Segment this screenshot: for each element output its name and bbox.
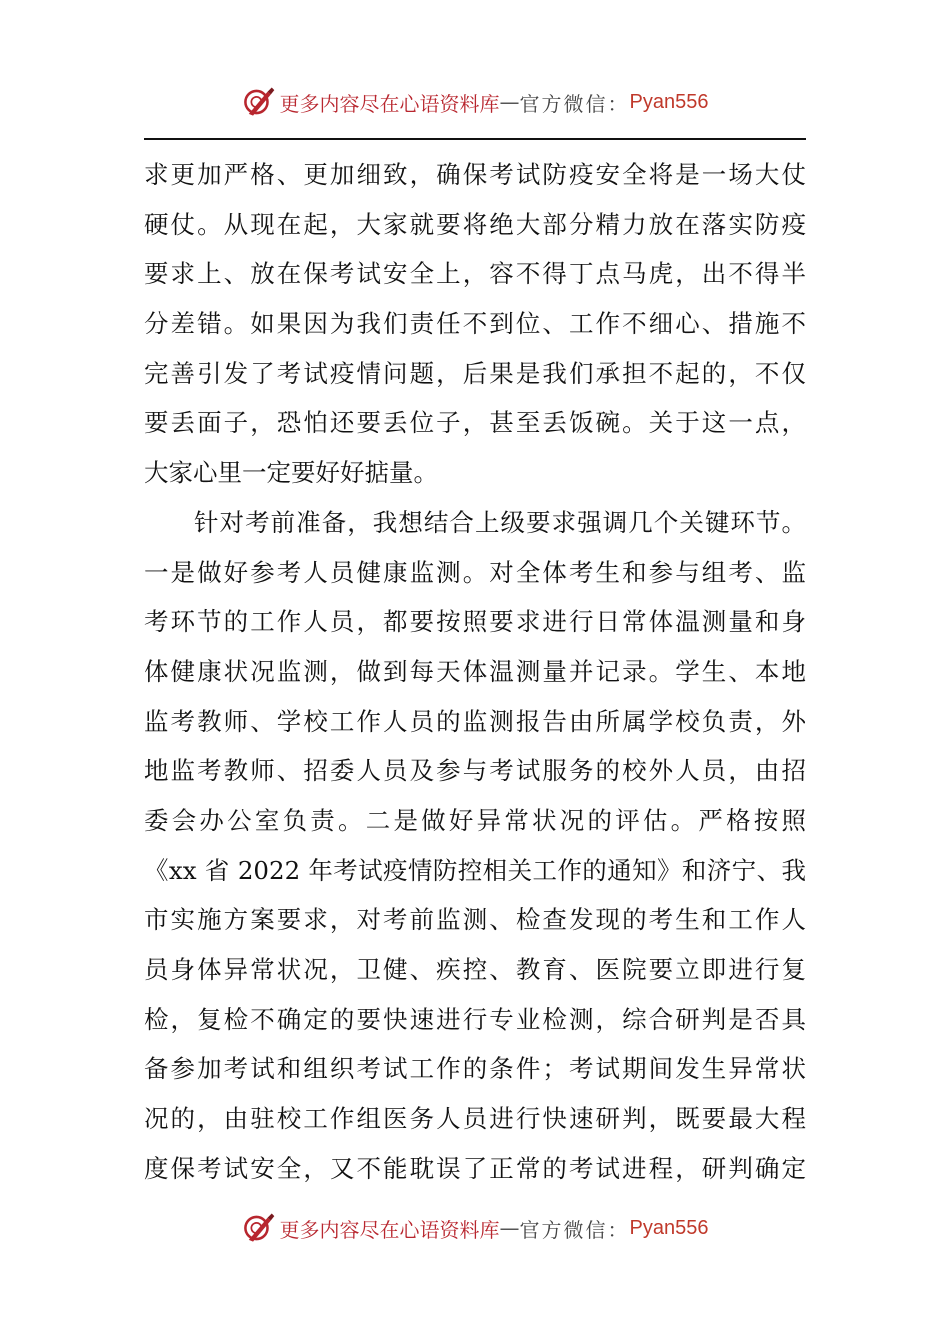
footer-wechat-id: Pyan556 — [629, 1216, 709, 1239]
header-wechat-id: Pyan556 — [629, 90, 709, 113]
text-line: 备参加考试和组织考试工作的条件；考试期间发生异常状 — [144, 1054, 806, 1084]
text-line: 市实施方案要求，对考前监测、检查发现的考生和工作人 — [144, 905, 806, 935]
header-main-text: 更多内容尽在心语资料库 — [279, 91, 500, 116]
footer-separator: — — [499, 1216, 520, 1240]
footer-main-text: 更多内容尽在心语资料库 — [279, 1217, 500, 1242]
text-line: 监考教师、学校工作人员的监测报告由所属学校负责，外 — [144, 706, 806, 736]
header-official-label: 官方微信： — [519, 91, 630, 116]
text-line: 体健康状况监测，做到每天体温测量并记录。学生、本地 — [144, 656, 806, 686]
text-line: 硬仗。从现在起，大家就要将绝大部分精力放在落实防疫 — [144, 209, 806, 239]
text-line: 完善引发了考试疫情问题，后果是我们承担不起的，不仅 — [144, 358, 806, 388]
text-line: 《xx 省 2022 年考试疫情防控相关工作的通知》和济宁、我 — [144, 855, 806, 885]
text-line: 度保考试安全，又不能耽误了正常的考试进程，研判确定 — [144, 1153, 806, 1183]
document-body — [144, 150, 806, 1193]
text-line: 一是做好参考人员健康监测。对全体考生和参与组考、监 — [144, 557, 806, 587]
text-line: 委会办公室负责。二是做好异常状况的评估。严格按照 — [144, 805, 806, 835]
pen-logo-icon — [242, 85, 276, 119]
header-banner — [0, 82, 950, 122]
text-line: 要求上、放在保考试安全上，容不得丁点马虎，出不得半 — [144, 259, 806, 289]
header-separator: — — [499, 90, 520, 114]
footer-banner — [0, 1208, 950, 1248]
text-line: 考环节的工作人员，都要按照要求进行日常体温测量和身 — [144, 607, 806, 637]
pen-logo-icon — [242, 1211, 276, 1245]
text-line: 检，复检不确定的要快速进行专业检测，综合研判是否具 — [144, 1004, 806, 1034]
text-line-indented: 针对考前准备，我想结合上级要求强调几个关键环节。 — [194, 507, 806, 537]
text-line: 地监考教师、招委人员及参与考试服务的校外人员，由招 — [144, 756, 806, 786]
text-line: 况的，由驻校工作组医务人员进行快速研判，既要最大程 — [144, 1104, 806, 1134]
text-line: 分差错。如果因为我们责任不到位、工作不细心、措施不 — [144, 309, 806, 339]
footer-official-label: 官方微信： — [519, 1217, 630, 1242]
text-line: 要丢面子，恐怕还要丢位子，甚至丢饭碗。关于这一点， — [144, 408, 806, 438]
text-line: 员身体异常状况，卫健、疾控、教育、医院要立即进行复 — [144, 955, 806, 984]
text-line: 大家心里一定要好好掂量。 — [144, 458, 438, 488]
text-line: 求更加严格、更加细致，确保考试防疫安全将是一场大仗 — [144, 160, 806, 189]
header-divider — [144, 138, 806, 140]
